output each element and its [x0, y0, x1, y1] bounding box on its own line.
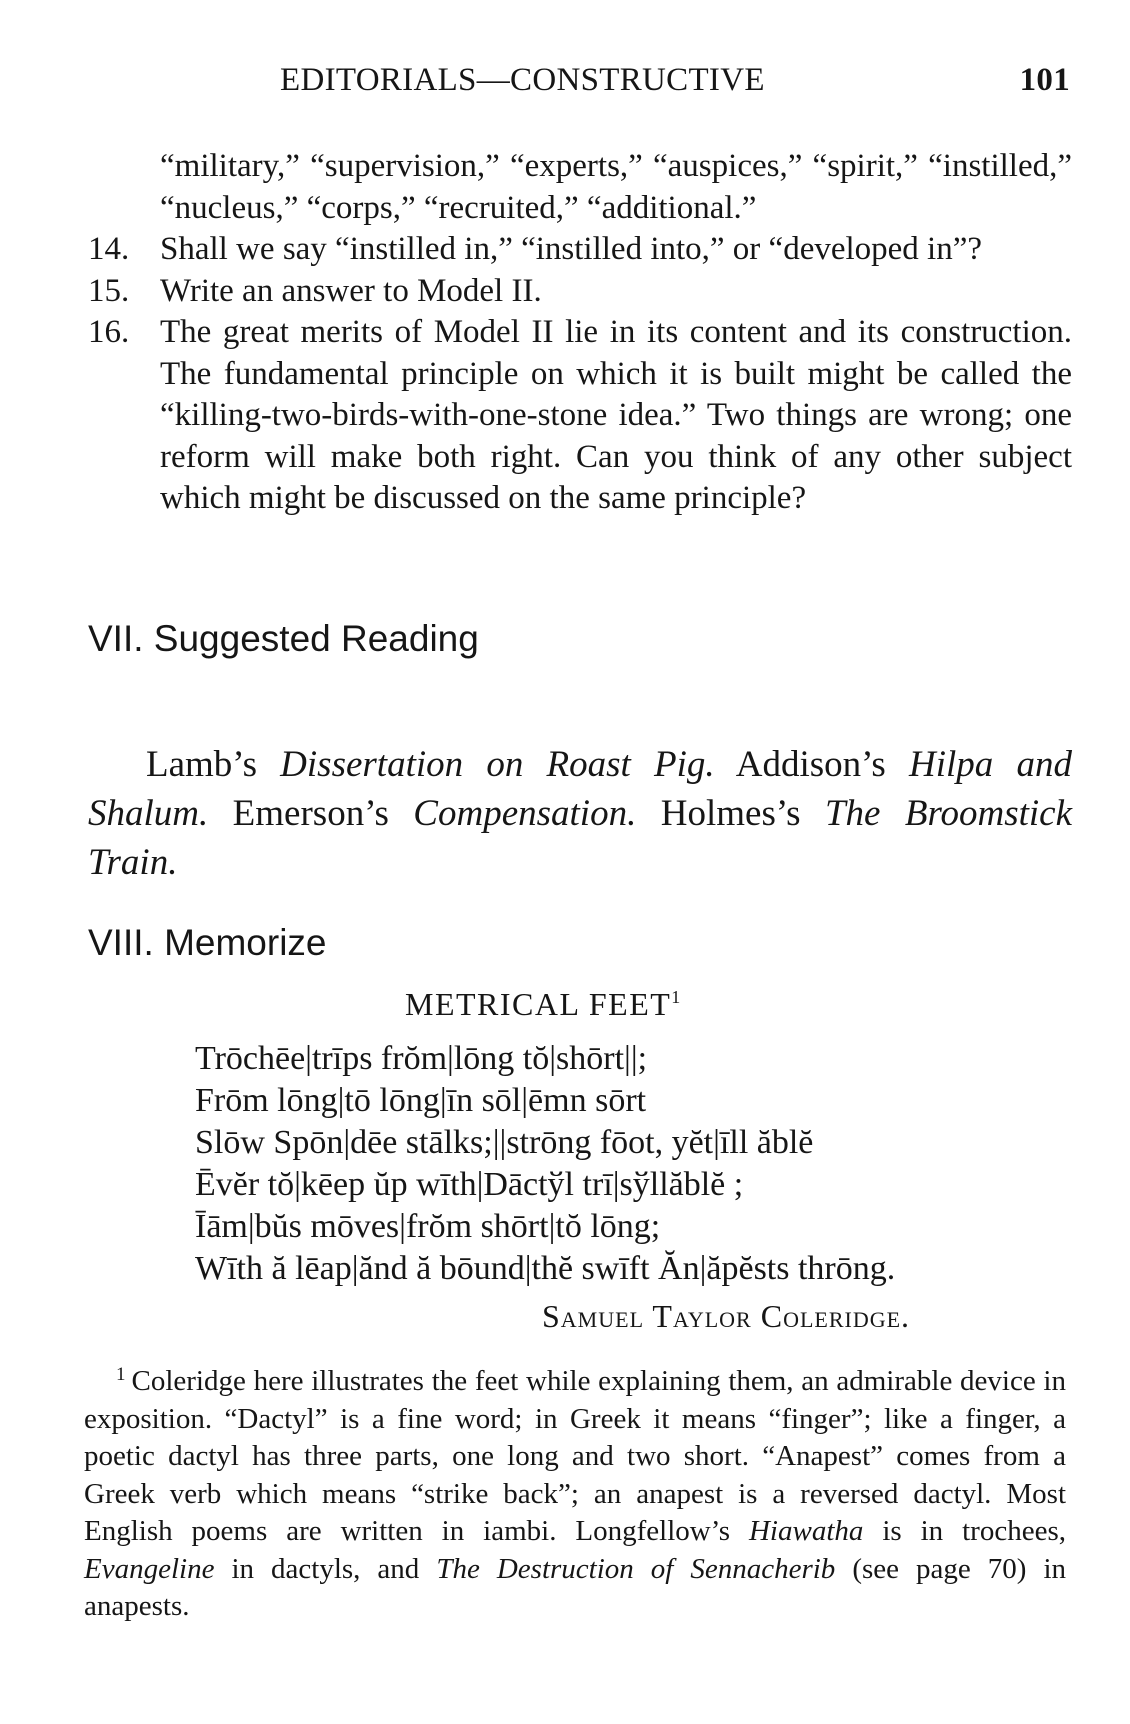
suggested-reading-list	[88, 740, 1072, 887]
reading-text: Holmes’s	[636, 793, 825, 834]
footnote-title: Evangeline	[84, 1552, 215, 1585]
reading-title: Compensation.	[413, 793, 637, 834]
footnote-text: in dactyls, and	[214, 1552, 437, 1585]
question-text: Shall we say “instilled in,” “instilled into,” or “developed in”?	[160, 231, 983, 267]
question-number: 15.	[88, 272, 130, 309]
section-heading-suggested-reading: VII. Suggested Reading	[88, 618, 479, 659]
page-number: 101	[1019, 62, 1070, 98]
exercise-questions	[88, 146, 1072, 520]
footnote-text: Coleridge here illustrates the feet while explaining them, an admirable device in exposition. “Dactyl” is a fine word; in Greek it means “finger”; like a finger, a poetic dactyl has three parts, one long and two short. “Anapest” comes from a Greek verb which means “strike back”; an anapest is a reversed dactyl. Most English poems are written in iambi. Longfellow’s	[84, 1365, 1066, 1547]
reading-text: Addison’s	[714, 744, 910, 785]
question-item	[88, 229, 1072, 271]
poem-line: Īām|bŭs mōves|frŏm shōrt|tŏ lōng;	[195, 1208, 661, 1245]
question-number: 16.	[88, 314, 130, 350]
footnote-reference: 1	[671, 987, 682, 1007]
footnote-text: (see page 70) in anapests.	[84, 1552, 1066, 1622]
footnote-title: The Destruction of Sennacherib	[436, 1552, 836, 1585]
question-continuation: “military,” “supervision,” “experts,” “auspices,” “spirit,” “instilled,” “nucleus,” “corps,” “recruited,” “additional.”	[160, 148, 1072, 226]
footnote-text: is in trochees,	[863, 1515, 1066, 1547]
section-heading-memorize: VIII. Memorize	[88, 922, 327, 963]
question-text: Write an answer to Model II.	[160, 272, 542, 309]
running-title: EDITORIALS—CONSTRUCTIVE	[280, 62, 765, 98]
poem-metrical-feet	[195, 1038, 895, 1290]
footnote-title: Hiawatha	[748, 1515, 864, 1547]
question-item	[88, 312, 1072, 520]
poem-line: Trōchēe|trīps frŏm|lōng tŏ|shōrt||;	[195, 1040, 648, 1077]
poem-line: Wīth ă lēap|ănd ă bōund|thĕ swīft Ăn|ăpĕsts thrōng.	[195, 1250, 896, 1287]
poem-line: Slōw Spōn|dēe stālks;||strōng fōot, yĕt|īll ăblĕ	[195, 1124, 814, 1161]
reading-title: Dissertation on Roast Pig.	[280, 744, 715, 785]
reading-title: Hilpa and Shalum.	[88, 744, 1072, 834]
question-item	[88, 271, 1072, 313]
reading-text: Emerson’s	[208, 793, 414, 834]
question-number: 14.	[88, 231, 130, 267]
footnote	[84, 1356, 1066, 1626]
poem-line: Ēvĕr tŏ|kēep ŭp wīth|Dāctўl trī|sўllăblĕ ;	[195, 1166, 744, 1203]
footnote-marker: 1	[116, 1364, 126, 1385]
poem-title-text: METRICAL FEET	[405, 986, 672, 1022]
question-text: The great merits of Model II lie in its content and its construction. The fundamental principle on which it is built might be called the “killing-two-birds-with-one-stone idea.” Two things are wrong; one reform will make both right. Can you think of any other subject which might be discussed on the same principle?	[160, 314, 1072, 516]
poem-attribution: Samuel Taylor Coleridge.	[542, 1298, 911, 1334]
running-header	[280, 62, 1070, 99]
reading-title: The Broomstick Train.	[88, 793, 1073, 883]
reading-text: Lamb’s	[146, 744, 281, 785]
poem-line: Frōm lōng|tō lōng|īn sōl|ēmn sōrt	[195, 1082, 647, 1119]
poem-title	[405, 986, 682, 1023]
